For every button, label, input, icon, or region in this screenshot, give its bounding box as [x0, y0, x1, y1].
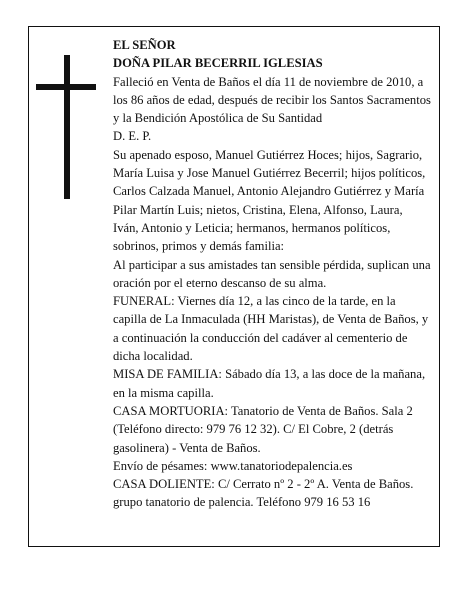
latin-cross-icon: [36, 55, 96, 199]
rip-abbreviation: D. E. P.: [113, 129, 152, 144]
funeral-group-contact: grupo tanatorio de palencia. Teléfono 979 16 53 16: [113, 495, 371, 510]
family-mass-details: MISA DE FAMILIA: Sábado día 13, a las doce de la mañana, en la misma capilla.: [113, 367, 426, 400]
condolences-website: Envío de pésames: www.tanatoriodepalencia.es: [113, 458, 353, 473]
cross-horizontal-bar: [36, 84, 96, 90]
cross-vertical-bar: [64, 55, 70, 199]
deceased-name: DOÑA PILAR BECERRIL IGLESIAS: [113, 56, 323, 71]
heading-title: EL SEÑOR: [113, 38, 176, 52]
obituary-text: [113, 36, 431, 512]
family-list: Su apenado esposo, Manuel Gutiérrez Hoces; hijos, Sagrario, María Luisa y Jose Manuel Gutiérrez Becerril; hijos políticos, Carlos Calzada Manuel, Antonio Alejandro Gutiérrez y María Pilar Martín Luis; nietos, Cristina, Elena, Alfonso, Laura, Iván, Antonio y Leticia; hermanos, hermanos políticos, sobrinos, primos y demás familia:: [113, 147, 426, 254]
death-announcement: Falleció en Venta de Baños el día 11 de noviembre de 2010, a los 86 años de edad, después de recibir los Santos Sacramentos y la Bendición Apostólica de Su Santidad: [113, 74, 431, 126]
family-home-address: CASA DOLIENTE: C/ Cerrato nº 2 - 2º A. Venta de Baños.: [113, 477, 414, 492]
funeral-details: FUNERAL: Viernes día 12, a las cinco de la tarde, en la capilla de La Inmaculada (HH Maristas), de Venta de Baños, y a continuación la conducción del cadáver al cementerio de dicha localidad.: [113, 294, 429, 364]
funeral-home-details: CASA MORTUORIA: Tanatorio de Venta de Baños. Sala 2 (Teléfono directo: 979 76 12 32). C/ El Cobre, 2 (detrás gasolinera) - Venta de Baños.: [113, 403, 413, 455]
prayer-request: Al participar a sus amistades tan sensible pérdida, suplican una oración por el eterno descanso de su alma.: [113, 257, 431, 290]
